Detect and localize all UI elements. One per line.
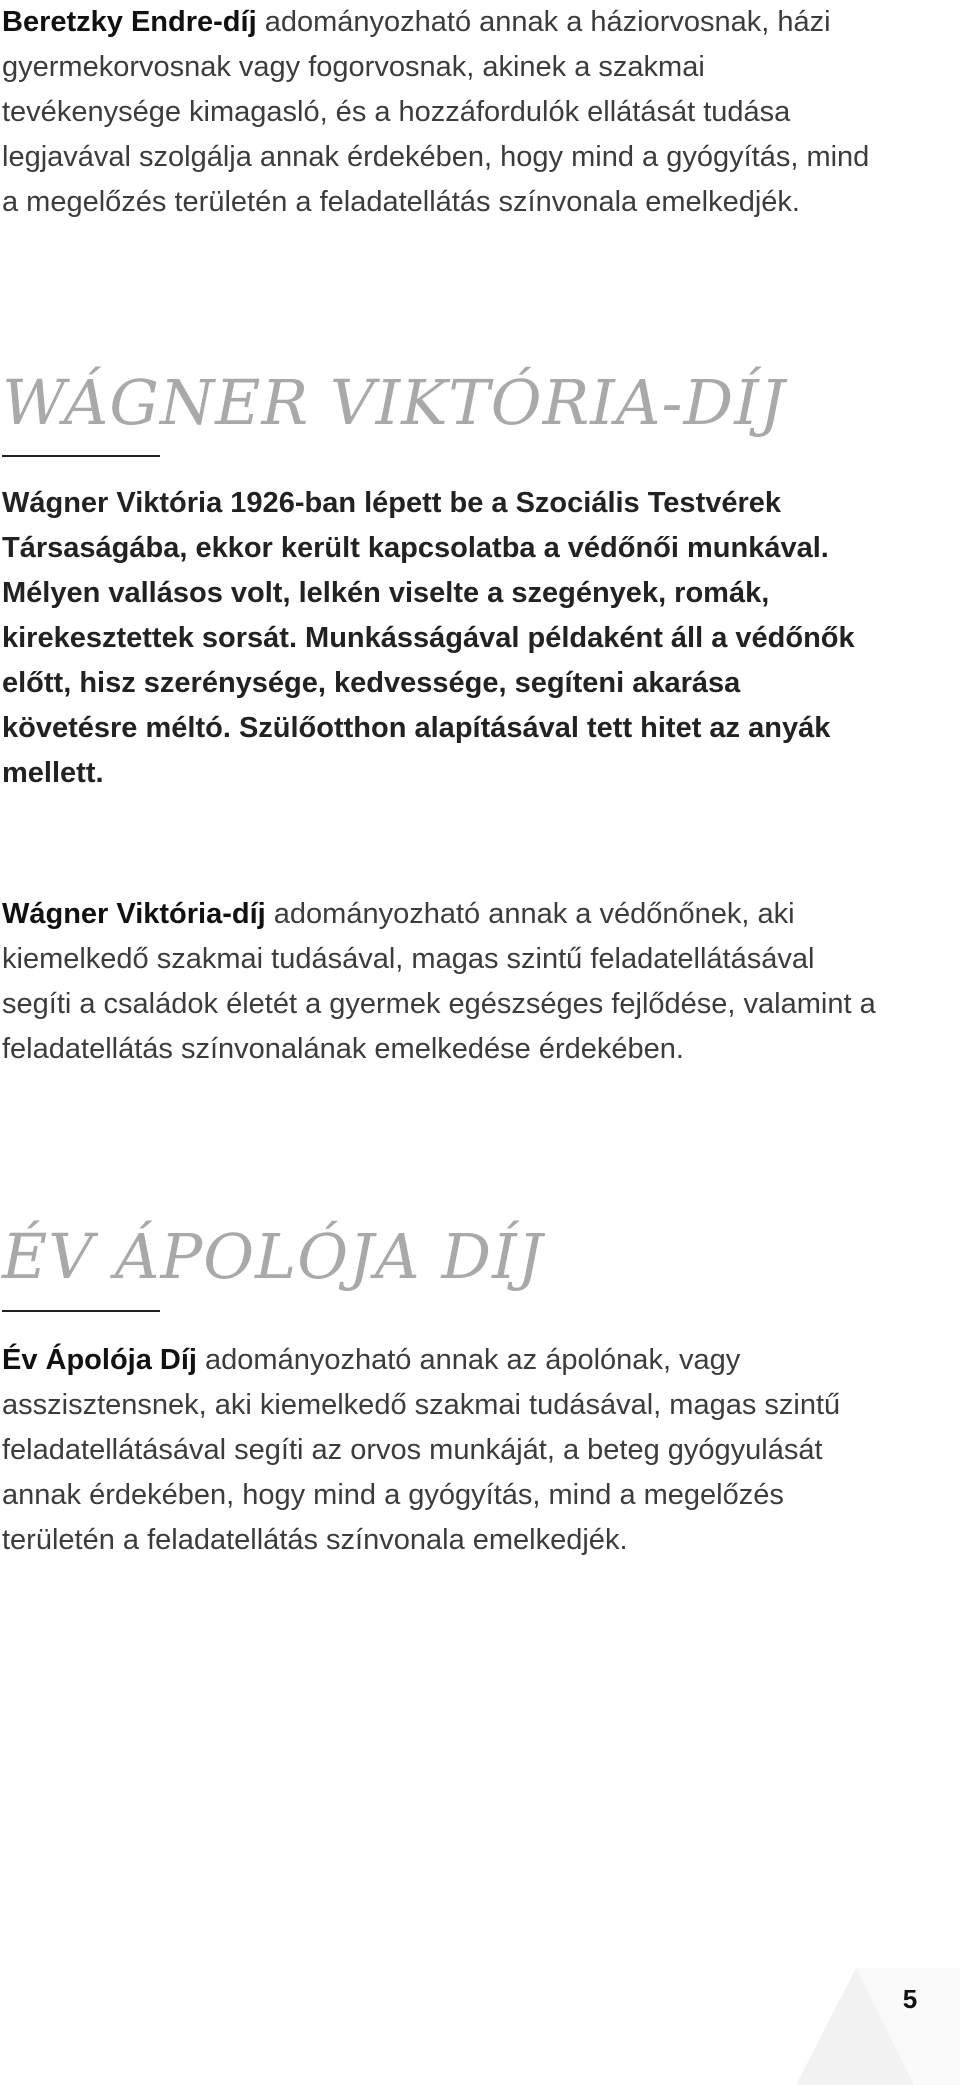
wagner-biography: Wágner Viktória 1926-ban lépett be a Szociális Testvérek Társaságába, ekkor került kapcsolatba a védőnői munkával. Mélyen vallásos volt, lelkén viselte a szegények, romák, kirekesztettek sorsát. Munkásságával példaként áll a védőnők előtt, hisz szerénysége, kedvessége, segíteni akarása követésre méltó. Szülőotthon alapításával tett hitet az anyák mellett. xyxy=(2,487,855,789)
page-number: 5 xyxy=(902,1984,918,2014)
wagner-heading: WÁGNER VIKTÓRIA-DÍJ xyxy=(2,366,786,439)
wagner-award-text: adományozható annak a védőnőnek, aki kiemelkedő szakmai tudásával, magas szintű feladatellátásával segíti a családok életét a gyermek egészséges fejlődése, valamint a feladatellátás színvonalának emelkedése érdekében. xyxy=(2,898,876,1065)
apoloja-heading: ÉV ÁPOLÓJA DÍJ xyxy=(2,1220,544,1293)
beretzky-award-text: adományozható annak a háziorvosnak, házi gyermekorvosnak vagy fogorvosnak, akinek a szakmai tevékenysége kimagasló, és a hozzáfordulók ellátását tudása legjavával szolgálja annak érdekében, hogy mind a gyógyítás, mind a megelőzés területén a feladatellátás színvonala emelkedjék. xyxy=(2,6,870,218)
wagner-award-name: Wágner Viktória-díj xyxy=(2,898,266,930)
wagner-description xyxy=(2,892,882,1072)
wagner-heading-rule xyxy=(2,455,160,457)
apoloja-heading-rule xyxy=(2,1310,160,1312)
apoloja-description xyxy=(2,1338,882,1563)
apoloja-award-name: Év Ápolója Díj xyxy=(2,1344,197,1376)
apoloja-award-text: adományozható annak az ápolónak, vagy asszisztensnek, aki kiemelkedő szakmai tudásával, magas szintű feladatellátásával segíti az orvos munkáját, a beteg gyógyulását annak érdekében, hogy mind a gyógyítás, mind a megelőzés területén a feladatellátás színvonala emelkedjék. xyxy=(2,1344,841,1556)
page-corner-decoration xyxy=(796,1968,960,2085)
beretzky-description xyxy=(2,0,882,225)
beretzky-award-name: Beretzky Endre-díj xyxy=(2,6,257,38)
